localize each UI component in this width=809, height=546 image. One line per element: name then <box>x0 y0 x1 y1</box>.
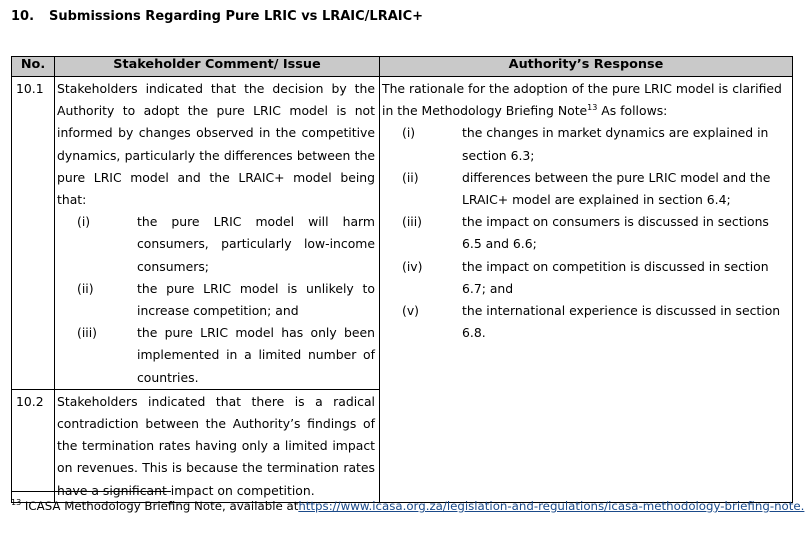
comment-cell <box>55 389 380 502</box>
response-item: (v) the international experience is discussed in section 6.8. <box>402 303 781 341</box>
response-item: (iii) the impact on consumers is discussed in sections 6.5 and 6.6; <box>402 214 769 252</box>
comment-item: (iii) the pure LRIC model has only been implemented in a limited number of countries. <box>77 325 375 385</box>
table-header-row <box>12 57 793 77</box>
row-number: 10.1 <box>16 81 44 96</box>
footnote-number: 13 <box>11 498 22 508</box>
header-no: No. <box>12 57 55 77</box>
table-row <box>12 77 793 390</box>
section-title: Submissions Regarding Pure LRIC vs LRAIC/LRAIC+ <box>49 9 424 24</box>
footnote-link[interactable]: https://www.icasa.org.za/legislation-and-regulations/icasa-methodology-briefing-note. <box>298 499 805 513</box>
comment-cell <box>55 77 380 390</box>
comment-item: (ii) the pure LRIC model is unlikely to increase competition; and <box>77 280 375 319</box>
section-number: 10. <box>11 9 35 24</box>
header-comment: Stakeholder Comment/ Issue <box>55 57 380 77</box>
response-item: (i) the changes in market dynamics are explained in section 6.3; <box>402 125 769 163</box>
response-item: (iv) the impact on competition is discussed in section 6.7; and <box>402 258 769 296</box>
header-response: Authority’s Response <box>380 57 793 77</box>
row-number: 10.2 <box>16 393 44 409</box>
submissions-table <box>11 56 793 503</box>
section-heading <box>11 9 423 24</box>
response-intro: The rationale for the adoption of the pure LRIC model is clarified in the Methodology Briefing Note$^{13}$ As follows: <box>382 81 782 119</box>
comment-item: (i) the pure LRIC model will harm consumers, particularly low-income consumers; <box>77 214 375 274</box>
row-number-cell <box>12 389 55 502</box>
footnote-divider <box>11 491 171 492</box>
response-cell <box>380 77 793 503</box>
comment-intro: Stakeholders indicated that there is a radical contradiction between the Authority’s findings of the termination rates having only a limited impact on revenues. This is because the termination rates have a significant impact on competition. <box>57 393 375 498</box>
footnote-ref: 13 <box>587 103 598 113</box>
footnote <box>11 499 804 513</box>
row-number-cell <box>12 77 55 390</box>
comment-intro: Stakeholders indicated that the decision by the Authority to adopt the pure LRIC model is not informed by changes observed in the competitive dynamics, particularly the differences between the pure LRIC model and the LRAIC+ model being that: <box>57 81 375 208</box>
footnote-text: ICASA Methodology Briefing Note, available at <box>21 499 299 513</box>
response-item: (ii) differences between the pure LRIC model and the LRAIC+ model are explained in section 6.4; <box>402 169 771 208</box>
